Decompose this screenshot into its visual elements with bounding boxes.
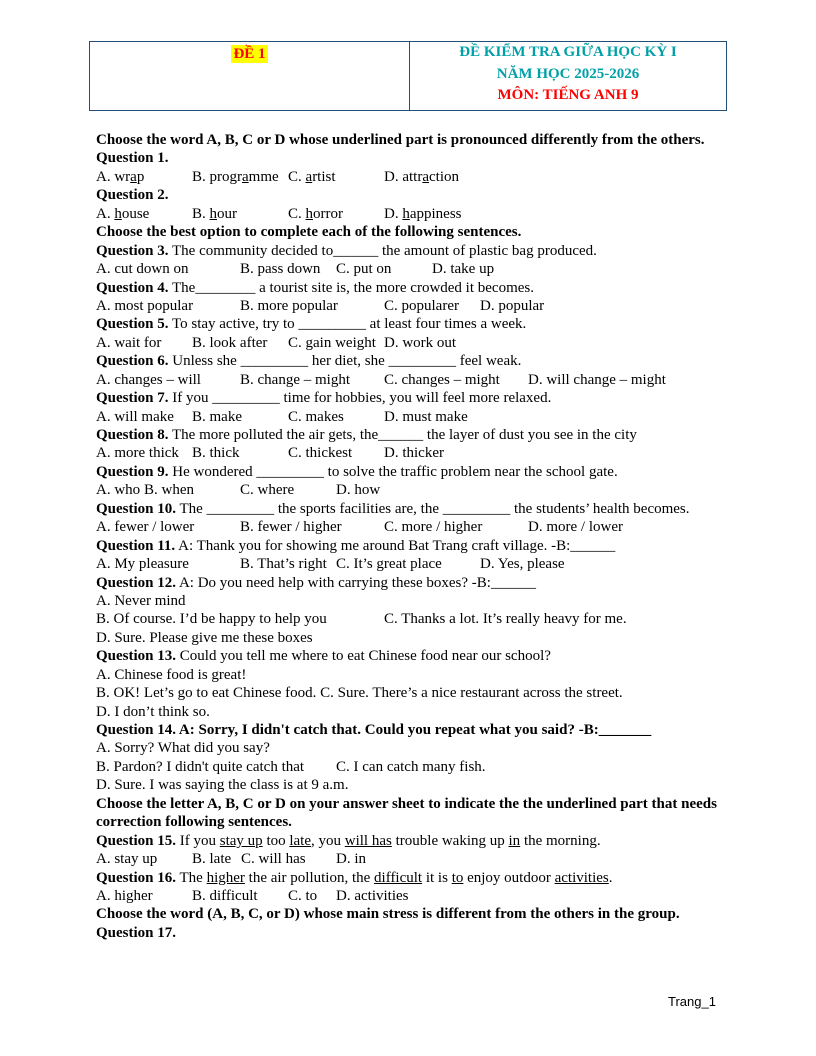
answer-options <box>96 334 726 352</box>
exam-code: ĐỀ 1 <box>233 46 266 62</box>
answer-options <box>96 444 726 462</box>
option-b: B. make <box>192 408 242 425</box>
option-a: A. changes – will <box>96 371 201 388</box>
answer-options <box>96 297 726 315</box>
question: Question 10. The _________ the sports facilities are, the _________ the students’ health becomes. <box>96 500 690 517</box>
option-d: D. Sure. I was saying the class is at 9 a.m. <box>96 777 349 794</box>
exam-code-cell <box>90 42 410 110</box>
subject: MÔN: TIẾNG ANH 9 <box>497 87 639 103</box>
answer-options <box>96 887 726 905</box>
question: Question 14. A: Sorry, I didn't catch that. Could you repeat what you said? -B:_______ <box>96 722 652 739</box>
option-c: C. more / higher <box>384 519 483 536</box>
option-d: D. must make <box>384 408 468 425</box>
answer-options <box>96 758 726 776</box>
option-c: C. Thanks a lot. It’s really heavy for me. <box>384 611 627 628</box>
option-d: D. happiness <box>384 205 462 222</box>
option-a: A. will make <box>96 408 174 425</box>
question: Question 13. Could you tell me where to eat Chinese food near our school? <box>96 648 551 665</box>
question-label: Question 2. <box>96 187 169 204</box>
question: Question 7. If you _________ time for hobbies, you will feel more relaxed. <box>96 390 552 407</box>
question: Question 3. The community decided to______ the amount of plastic bag produced. <box>96 242 597 259</box>
option-d: D. activities <box>336 888 409 904</box>
answer-options <box>96 205 726 223</box>
option-b: B. more popular <box>240 297 338 314</box>
answer-options <box>96 168 726 186</box>
option-c: C. gain weight <box>288 334 376 351</box>
exam-header-table <box>89 41 727 111</box>
option-b: B. That’s right <box>240 556 327 573</box>
option-b: B. fewer / higher <box>240 519 342 536</box>
exam-title-cell <box>410 42 726 110</box>
option-c: C. thickest <box>288 445 353 462</box>
answer-options <box>96 371 726 389</box>
question: Question 15. If you stay up too late, you will has trouble waking up in the morning. <box>96 832 601 849</box>
question: Question 9. He wondered _________ to solve the traffic problem near the school gate. <box>96 463 618 480</box>
option-d: D. how <box>336 482 381 499</box>
option-d: D. work out <box>384 334 457 351</box>
option-b: B. pass down <box>240 261 321 278</box>
option-d: D. Yes, please <box>480 556 565 573</box>
question: Question 5. To stay active, try to _________ at least four times a week. <box>96 316 527 333</box>
question: Question 4. The________ a tourist site is, the more crowded it becomes. <box>96 279 534 296</box>
option-a: A. My pleasure <box>96 556 189 573</box>
option-d: D. more / lower <box>528 519 623 536</box>
option-c: C. to <box>288 888 318 904</box>
option-a: A. more thick <box>96 445 179 462</box>
answer-options <box>96 518 726 536</box>
answer-options <box>96 610 726 628</box>
section-instruction: Choose the word (A, B, C, or D) whose main stress is different from the others in the group. <box>96 906 680 923</box>
answer-options <box>96 555 726 573</box>
option-c: C. put on <box>336 261 392 278</box>
option-b: B. when <box>144 482 194 499</box>
option-a: A. Chinese food is great! <box>96 666 247 683</box>
option-d: D. thicker <box>384 445 444 462</box>
option-b: B. programme <box>192 168 279 185</box>
question: Question 8. The more polluted the air gets, the______ the layer of dust you see in the city <box>96 427 637 444</box>
option-b: B. change – might <box>240 371 350 388</box>
section-instruction: Choose the word A, B, C or D whose underlined part is pronounced differently from the others. <box>96 132 705 148</box>
page-number: Trang_1 <box>668 994 716 1009</box>
exam-title: ĐỀ KIỂM TRA GIỮA HỌC KỲ I <box>459 44 677 60</box>
question-label: Question 17. <box>96 924 177 941</box>
answer-options <box>96 408 726 426</box>
option-b: B. look after <box>192 334 268 351</box>
option-a: A. cut down on <box>96 261 189 278</box>
option-a: A. Sorry? What did you say? <box>96 740 270 757</box>
option-c: C. artist <box>288 168 336 185</box>
option-d: D. take up <box>432 261 495 278</box>
question-label: Question 1. <box>96 150 169 167</box>
question: Question 16. The higher the air pollution, the difficult it is to enjoy outdoor activities. <box>96 869 613 886</box>
school-year: NĂM HỌC 2025-2026 <box>496 65 640 82</box>
option-a: A. who <box>96 482 141 499</box>
option-c: C. will has <box>241 851 306 868</box>
option-a: A. wrap <box>96 168 145 185</box>
option-d: D. in <box>336 851 366 868</box>
option-b: B. difficult <box>192 888 258 904</box>
option-a: A. most popular <box>96 297 194 314</box>
option-b: B. thick <box>192 445 240 462</box>
option-d: D. will change – might <box>528 371 666 388</box>
option-c: C. popularer <box>384 297 459 314</box>
option-b: B. Pardon? I didn't quite catch that <box>96 758 305 775</box>
option-b: B. hour <box>192 205 238 222</box>
option-a: A. Never mind <box>96 592 186 609</box>
option-d: D. Sure. Please give me these boxes <box>96 629 313 646</box>
option-d: D. attraction <box>384 168 459 185</box>
option-c: C. It’s great place <box>336 556 442 573</box>
option-c: C. where <box>240 482 295 499</box>
option-b: B. OK! Let’s go to eat Chinese food. <box>96 685 317 702</box>
option-c: C. changes – might <box>384 371 500 388</box>
section-instruction: Choose the best option to complete each of the following sentences. <box>96 224 522 241</box>
option-a: A. house <box>96 205 150 222</box>
option-b: B. late <box>192 851 232 868</box>
question: Question 12. A: Do you need help with carrying these boxes? -B:______ <box>96 574 536 591</box>
answer-options <box>96 260 726 278</box>
option-a: A. wait for <box>96 334 162 351</box>
section-instruction: Choose the letter A, B, C or D on your answer sheet to indicate the the underlined part that needs correction following sentences. <box>96 795 717 831</box>
exam-content <box>96 131 726 942</box>
question: Question 6. Unless she _________ her diet, she _________ feel weak. <box>96 353 522 370</box>
option-b: B. Of course. I’d be happy to help you <box>96 611 327 628</box>
option-a: A. fewer / lower <box>96 519 195 536</box>
answer-options <box>96 481 726 499</box>
option-a: A. higher <box>96 888 153 904</box>
option-c: C. makes <box>288 408 344 425</box>
option-d: D. popular <box>480 297 545 314</box>
answer-options <box>96 684 726 702</box>
option-c: C. Sure. There’s a nice restaurant across the street. <box>320 685 623 702</box>
question: Question 11. A: Thank you for showing me around Bat Trang craft village. -B:______ <box>96 537 616 554</box>
answer-options <box>96 850 726 868</box>
option-c: C. I can catch many fish. <box>336 758 486 775</box>
option-c: C. horror <box>288 205 344 222</box>
option-a: A. stay up <box>96 851 158 868</box>
option-d: D. I don’t think so. <box>96 703 210 720</box>
